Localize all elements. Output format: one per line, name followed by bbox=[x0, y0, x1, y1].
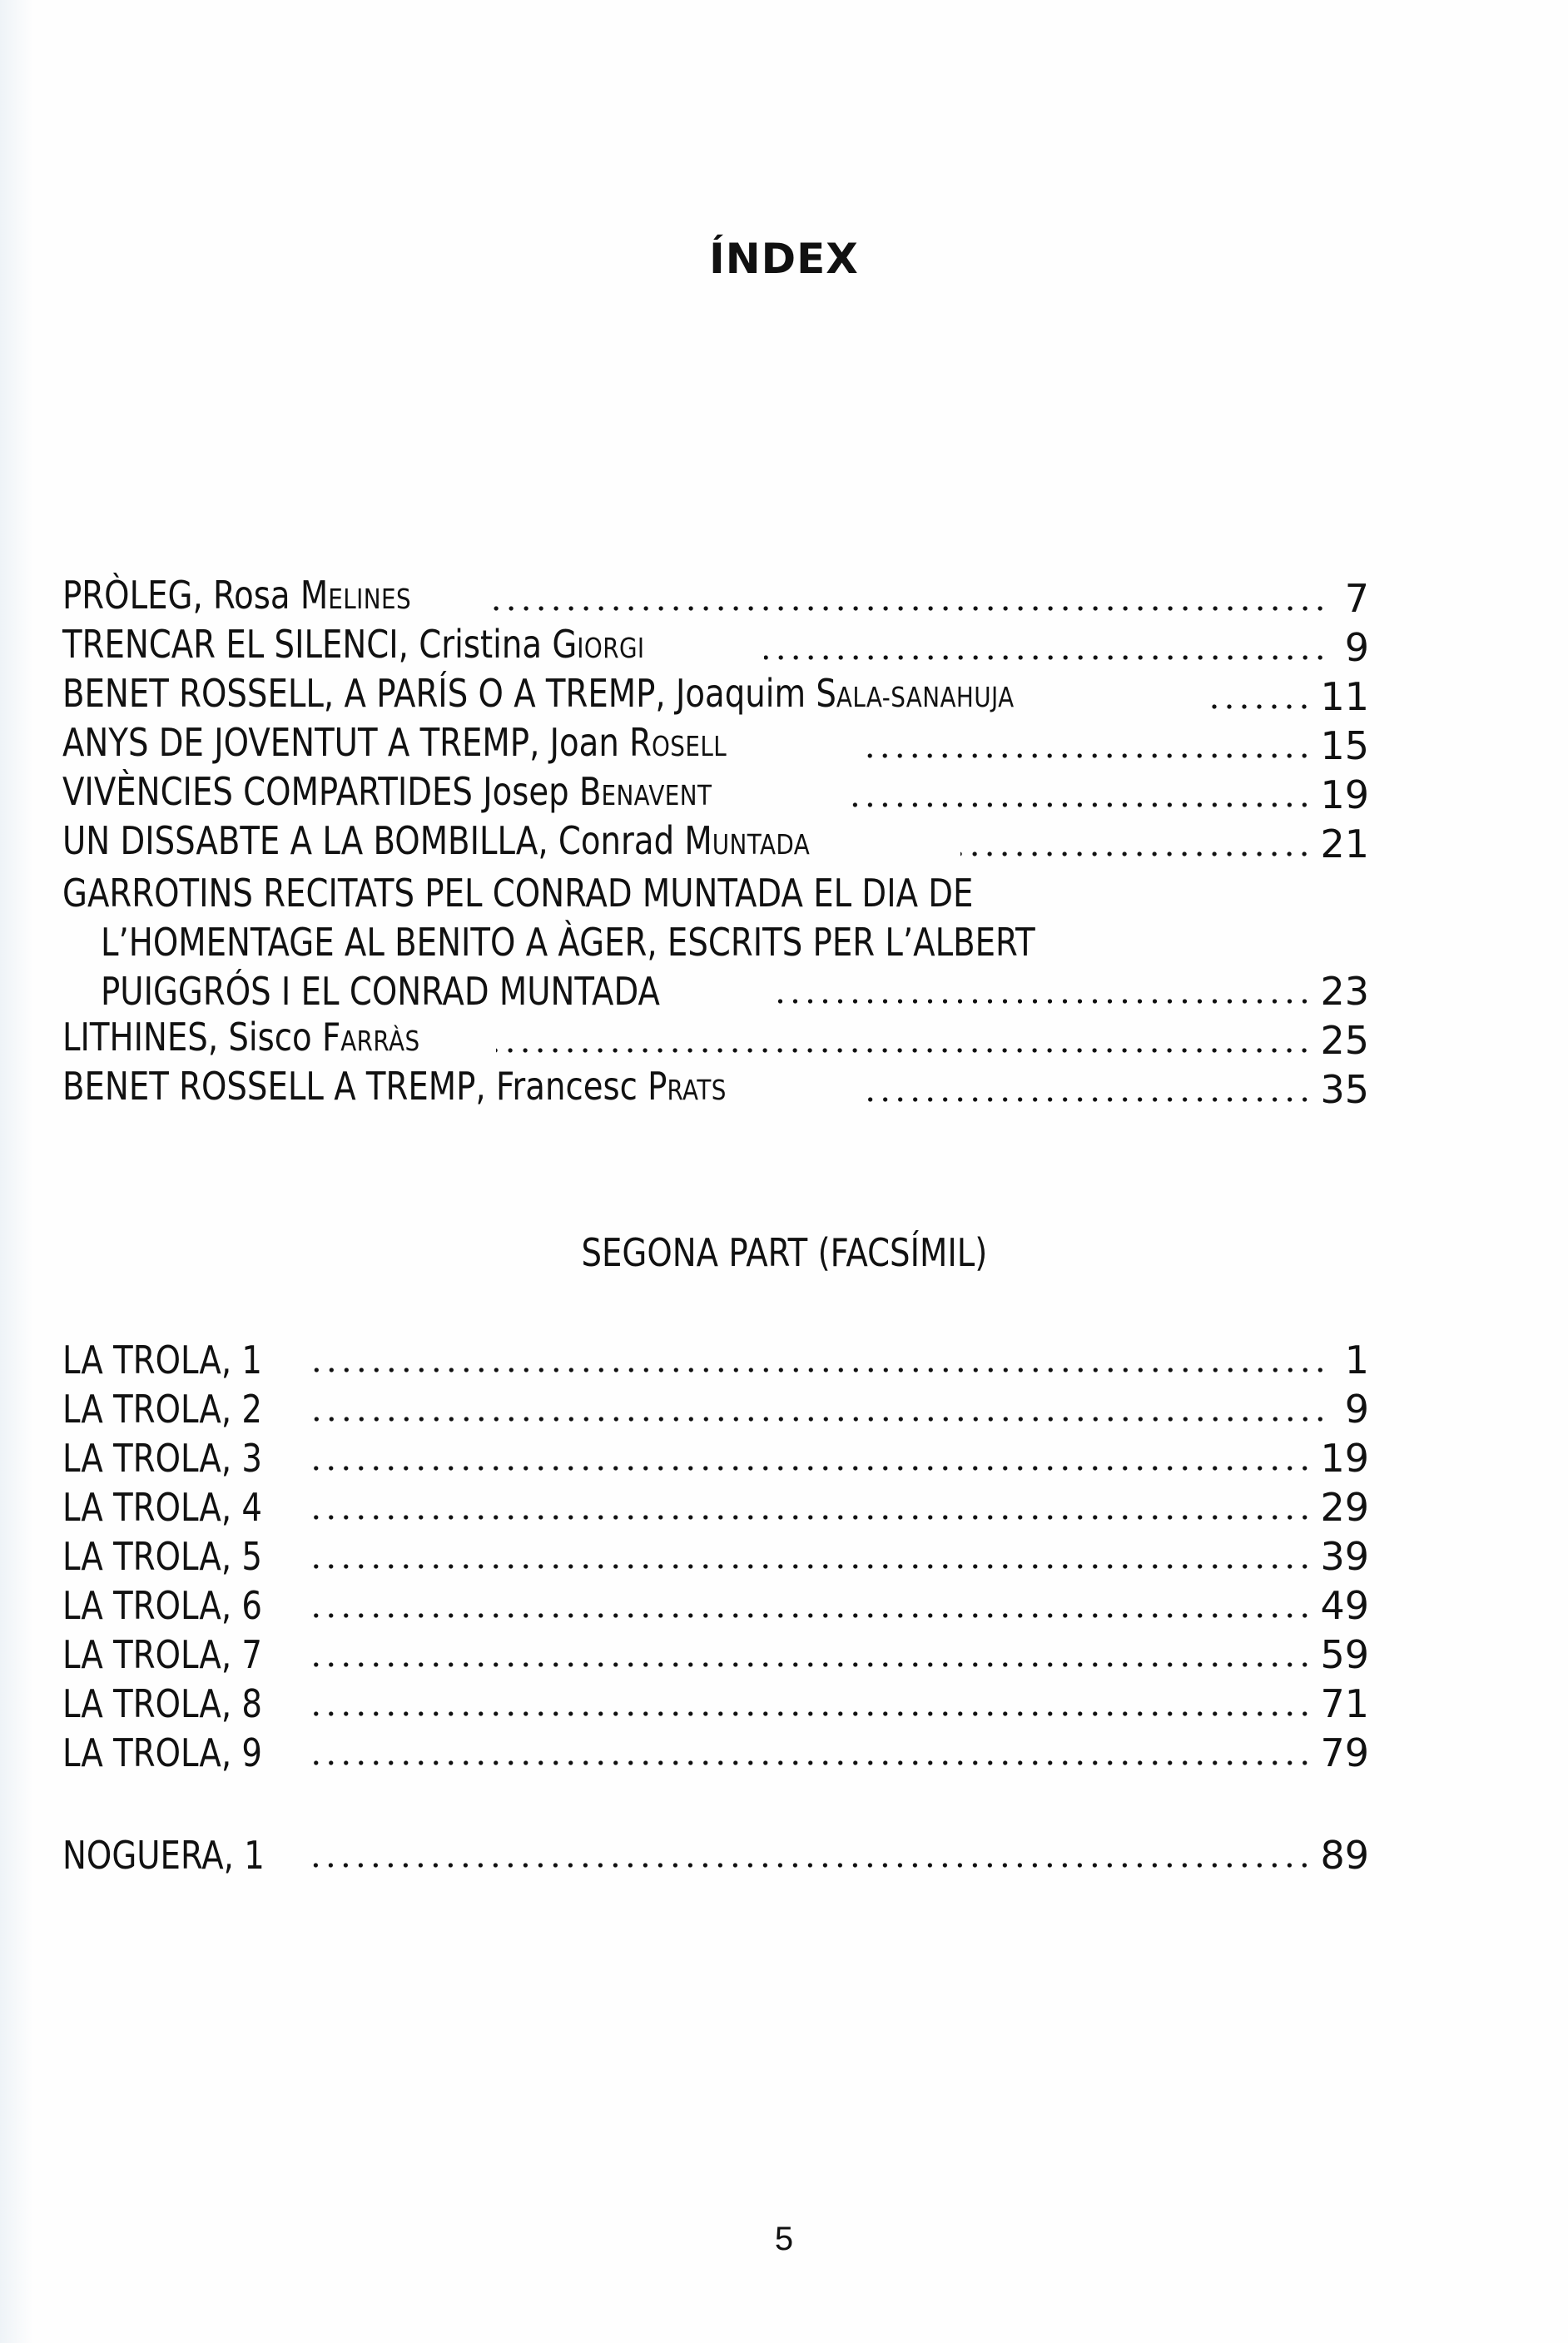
dot-leader bbox=[309, 1514, 1312, 1521]
dot-leader bbox=[311, 1862, 1312, 1869]
entry-title-line-2: L’HOMENTAGE AL BENITO A ÀGER, ESCRITS PER L’ALBERT bbox=[101, 920, 1035, 965]
toc-entry[interactable] bbox=[62, 1631, 1369, 1680]
page-ref: 35 bbox=[1320, 1067, 1369, 1112]
entry-title: LA TROLA, 8 bbox=[62, 1681, 262, 1726]
toc-noguera bbox=[62, 1831, 1369, 1880]
dot-leader bbox=[309, 1710, 1312, 1717]
entry-title: LA TROLA, 5 bbox=[62, 1534, 262, 1579]
toc-entry-multiline[interactable] bbox=[62, 869, 1369, 1016]
toc-part-one bbox=[62, 574, 1369, 1114]
toc-entry[interactable] bbox=[62, 1483, 1369, 1532]
entry-title: LA TROLA, 7 bbox=[62, 1632, 262, 1677]
dot-leader bbox=[861, 752, 1312, 759]
toc-entry[interactable] bbox=[62, 722, 1369, 771]
page-ref: 39 bbox=[1320, 1534, 1369, 1579]
entry-title: LA TROLA, 4 bbox=[62, 1485, 262, 1530]
dot-leader bbox=[486, 605, 1327, 612]
entry-title: LA TROLA, 2 bbox=[62, 1387, 262, 1432]
entry-title-line-3: PUIGGRÓS I EL CONRAD MUNTADA 23 bbox=[62, 967, 1369, 1016]
entry-title-line-1: GARROTINS RECITATS PEL CONRAD MUNTADA EL DIA DE bbox=[62, 871, 974, 916]
section-heading: SEGONA PART (FACSÍMIL) bbox=[581, 1230, 987, 1275]
entry-title: TRENCAR EL SILENCI, Cristina GIORGI bbox=[62, 622, 645, 667]
dot-leader bbox=[1203, 703, 1312, 710]
toc-entry[interactable] bbox=[62, 1729, 1369, 1778]
toc-entry[interactable] bbox=[62, 771, 1369, 820]
toc-entry[interactable] bbox=[62, 1680, 1369, 1729]
page-ref: 19 bbox=[1320, 772, 1369, 817]
entry-title: BENET ROSSELL, A PARÍS O A TREMP, Joaquim SALA-SANAHUJA bbox=[62, 671, 1015, 716]
toc-entry[interactable] bbox=[62, 1581, 1369, 1631]
dot-leader bbox=[775, 998, 1312, 1005]
entry-title: UN DISSABTE A LA BOMBILLA, Conrad MUNTADA bbox=[62, 818, 811, 863]
dot-leader bbox=[309, 1465, 1312, 1472]
page-ref: 59 bbox=[1320, 1632, 1369, 1677]
page-ref: 15 bbox=[1320, 723, 1369, 768]
entry-title: LITHINES, Sisco FARRÀS bbox=[62, 1015, 420, 1060]
page-ref: 7 bbox=[1344, 576, 1369, 621]
page-ref: 23 bbox=[1320, 969, 1369, 1014]
dot-leader bbox=[309, 1367, 1327, 1373]
page-ref: 21 bbox=[1320, 822, 1369, 866]
entry-title: VIVÈNCIES COMPARTIDES Josep BENAVENT bbox=[62, 769, 712, 814]
dot-leader bbox=[844, 802, 1312, 808]
entry-title: NOGUERA, 1 bbox=[62, 1833, 265, 1878]
dot-leader bbox=[309, 1612, 1312, 1619]
toc-entry[interactable] bbox=[62, 623, 1369, 673]
page-ref: 71 bbox=[1320, 1681, 1369, 1726]
entry-title: LA TROLA, 6 bbox=[62, 1583, 262, 1628]
page-ref: 79 bbox=[1320, 1730, 1369, 1775]
page-ref: 9 bbox=[1344, 625, 1369, 670]
entry-title: ANYS DE JOVENTUT A TREMP, Joan ROSELL bbox=[62, 720, 727, 765]
page-ref: 19 bbox=[1320, 1436, 1369, 1481]
page-ref: 49 bbox=[1320, 1583, 1369, 1628]
dot-leader bbox=[309, 1416, 1327, 1422]
toc-entry[interactable] bbox=[62, 574, 1369, 623]
dot-leader bbox=[309, 1760, 1312, 1766]
entry-title: PRÒLEG, Rosa MELINES bbox=[62, 573, 412, 618]
page-title: ÍNDEX bbox=[709, 235, 859, 283]
scan-edge-shadow bbox=[0, 0, 33, 2343]
toc-entry[interactable] bbox=[62, 1385, 1369, 1434]
entry-title: LA TROLA, 3 bbox=[62, 1436, 262, 1481]
page-ref: 9 bbox=[1344, 1387, 1369, 1432]
page-ref: 89 bbox=[1320, 1833, 1369, 1878]
toc-entry[interactable] bbox=[62, 1831, 1369, 1880]
dot-leader bbox=[861, 1096, 1312, 1103]
entry-title: LA TROLA, 1 bbox=[62, 1338, 262, 1382]
toc-entry[interactable] bbox=[62, 820, 1369, 869]
toc-entry[interactable] bbox=[62, 673, 1369, 722]
page-ref: 29 bbox=[1320, 1485, 1369, 1530]
page-number: 5 bbox=[774, 2221, 794, 2257]
toc-entry[interactable] bbox=[62, 1434, 1369, 1483]
toc-entry[interactable] bbox=[62, 1532, 1369, 1581]
page-ref: 25 bbox=[1320, 1018, 1369, 1063]
dot-leader bbox=[309, 1563, 1312, 1570]
entry-title: BENET ROSSELL A TREMP, Francesc PRATS bbox=[62, 1064, 727, 1109]
page-ref: 1 bbox=[1344, 1338, 1369, 1382]
dot-leader bbox=[764, 654, 1327, 661]
page-ref: 11 bbox=[1320, 674, 1369, 719]
toc-entry[interactable] bbox=[62, 1065, 1369, 1114]
dot-leader bbox=[960, 851, 1312, 857]
dot-leader bbox=[309, 1661, 1312, 1668]
entry-title: LA TROLA, 9 bbox=[62, 1730, 262, 1775]
toc-part-two bbox=[62, 1336, 1369, 1778]
toc-entry[interactable] bbox=[62, 1336, 1369, 1385]
toc-entry[interactable] bbox=[62, 1016, 1369, 1065]
dot-leader bbox=[496, 1047, 1312, 1054]
